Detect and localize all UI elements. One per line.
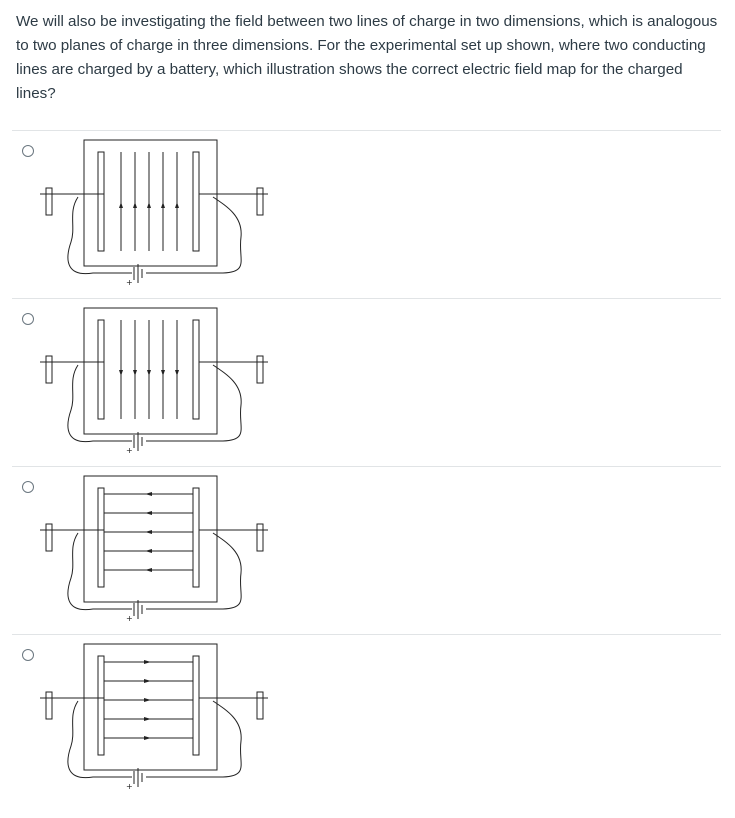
wire-right <box>146 365 241 441</box>
field-arrow <box>145 492 152 496</box>
answer-options <box>12 130 721 802</box>
field-arrow <box>147 202 151 208</box>
radio-button-d[interactable] <box>22 649 34 661</box>
radio-button-c[interactable] <box>22 481 34 493</box>
conducting-line-right <box>193 320 199 419</box>
field-map-figure-a <box>38 137 268 297</box>
field-arrow <box>145 530 152 534</box>
answer-option-d[interactable] <box>12 634 721 802</box>
conducting-line-right <box>193 152 199 251</box>
clip-right <box>257 524 263 551</box>
clip-right <box>257 692 263 719</box>
field-map-figure-d <box>38 641 268 801</box>
field-arrow <box>175 202 179 208</box>
battery-plus-label: + <box>126 278 133 287</box>
clip-right <box>257 356 263 383</box>
radio-button-b[interactable] <box>22 313 34 325</box>
battery-plus-label: + <box>126 614 133 623</box>
field-arrow <box>133 370 137 376</box>
field-arrow <box>175 370 179 376</box>
field-arrow <box>161 202 165 208</box>
conducting-line-right <box>193 656 199 755</box>
field-arrow <box>145 568 152 572</box>
field-arrow <box>147 370 151 376</box>
wire-left <box>68 197 132 274</box>
answer-option-a[interactable] <box>12 130 721 298</box>
battery-plus-label: + <box>126 782 133 791</box>
field-map-figure-c <box>38 473 268 633</box>
clip-left <box>46 692 52 719</box>
answer-option-c[interactable] <box>12 466 721 634</box>
field-map-svg <box>38 641 268 801</box>
answer-option-b[interactable] <box>12 298 721 466</box>
conducting-line-left <box>98 152 104 251</box>
conducting-line-left <box>98 488 104 587</box>
radio-button-a[interactable] <box>22 145 34 157</box>
conducting-line-right <box>193 488 199 587</box>
battery-plus-label: + <box>126 446 133 455</box>
conducting-line-left <box>98 656 104 755</box>
field-arrow <box>145 549 152 553</box>
wire-left <box>68 365 132 442</box>
field-arrow <box>144 717 151 721</box>
wire-right <box>146 701 241 777</box>
conducting-line-left <box>98 320 104 419</box>
field-arrow <box>119 202 123 208</box>
field-map-svg <box>38 137 268 297</box>
field-arrow <box>145 511 152 515</box>
field-arrow <box>119 370 123 376</box>
field-arrow <box>133 202 137 208</box>
field-map-figure-b <box>38 305 268 465</box>
question-text: We will also be investigating the field between two lines of charge in two dimensions, which is analogous to two planes of charge in three dimensions. For the experimental set up shown, where two conducting lines are charged by a battery, which illustration shows the correct electric field map for the charged lines? <box>16 13 718 102</box>
clip-left <box>46 356 52 383</box>
wire-right <box>146 197 241 273</box>
field-arrow <box>144 679 151 683</box>
wire-right <box>146 533 241 609</box>
field-arrow <box>161 370 165 376</box>
field-arrow <box>144 698 151 702</box>
wire-left <box>68 701 132 778</box>
clip-left <box>46 524 52 551</box>
clip-left <box>46 188 52 215</box>
field-arrow <box>144 660 151 664</box>
field-map-svg <box>38 473 268 633</box>
wire-left <box>68 533 132 610</box>
clip-right <box>257 188 263 215</box>
field-map-svg <box>38 305 268 465</box>
field-arrow <box>144 736 151 740</box>
